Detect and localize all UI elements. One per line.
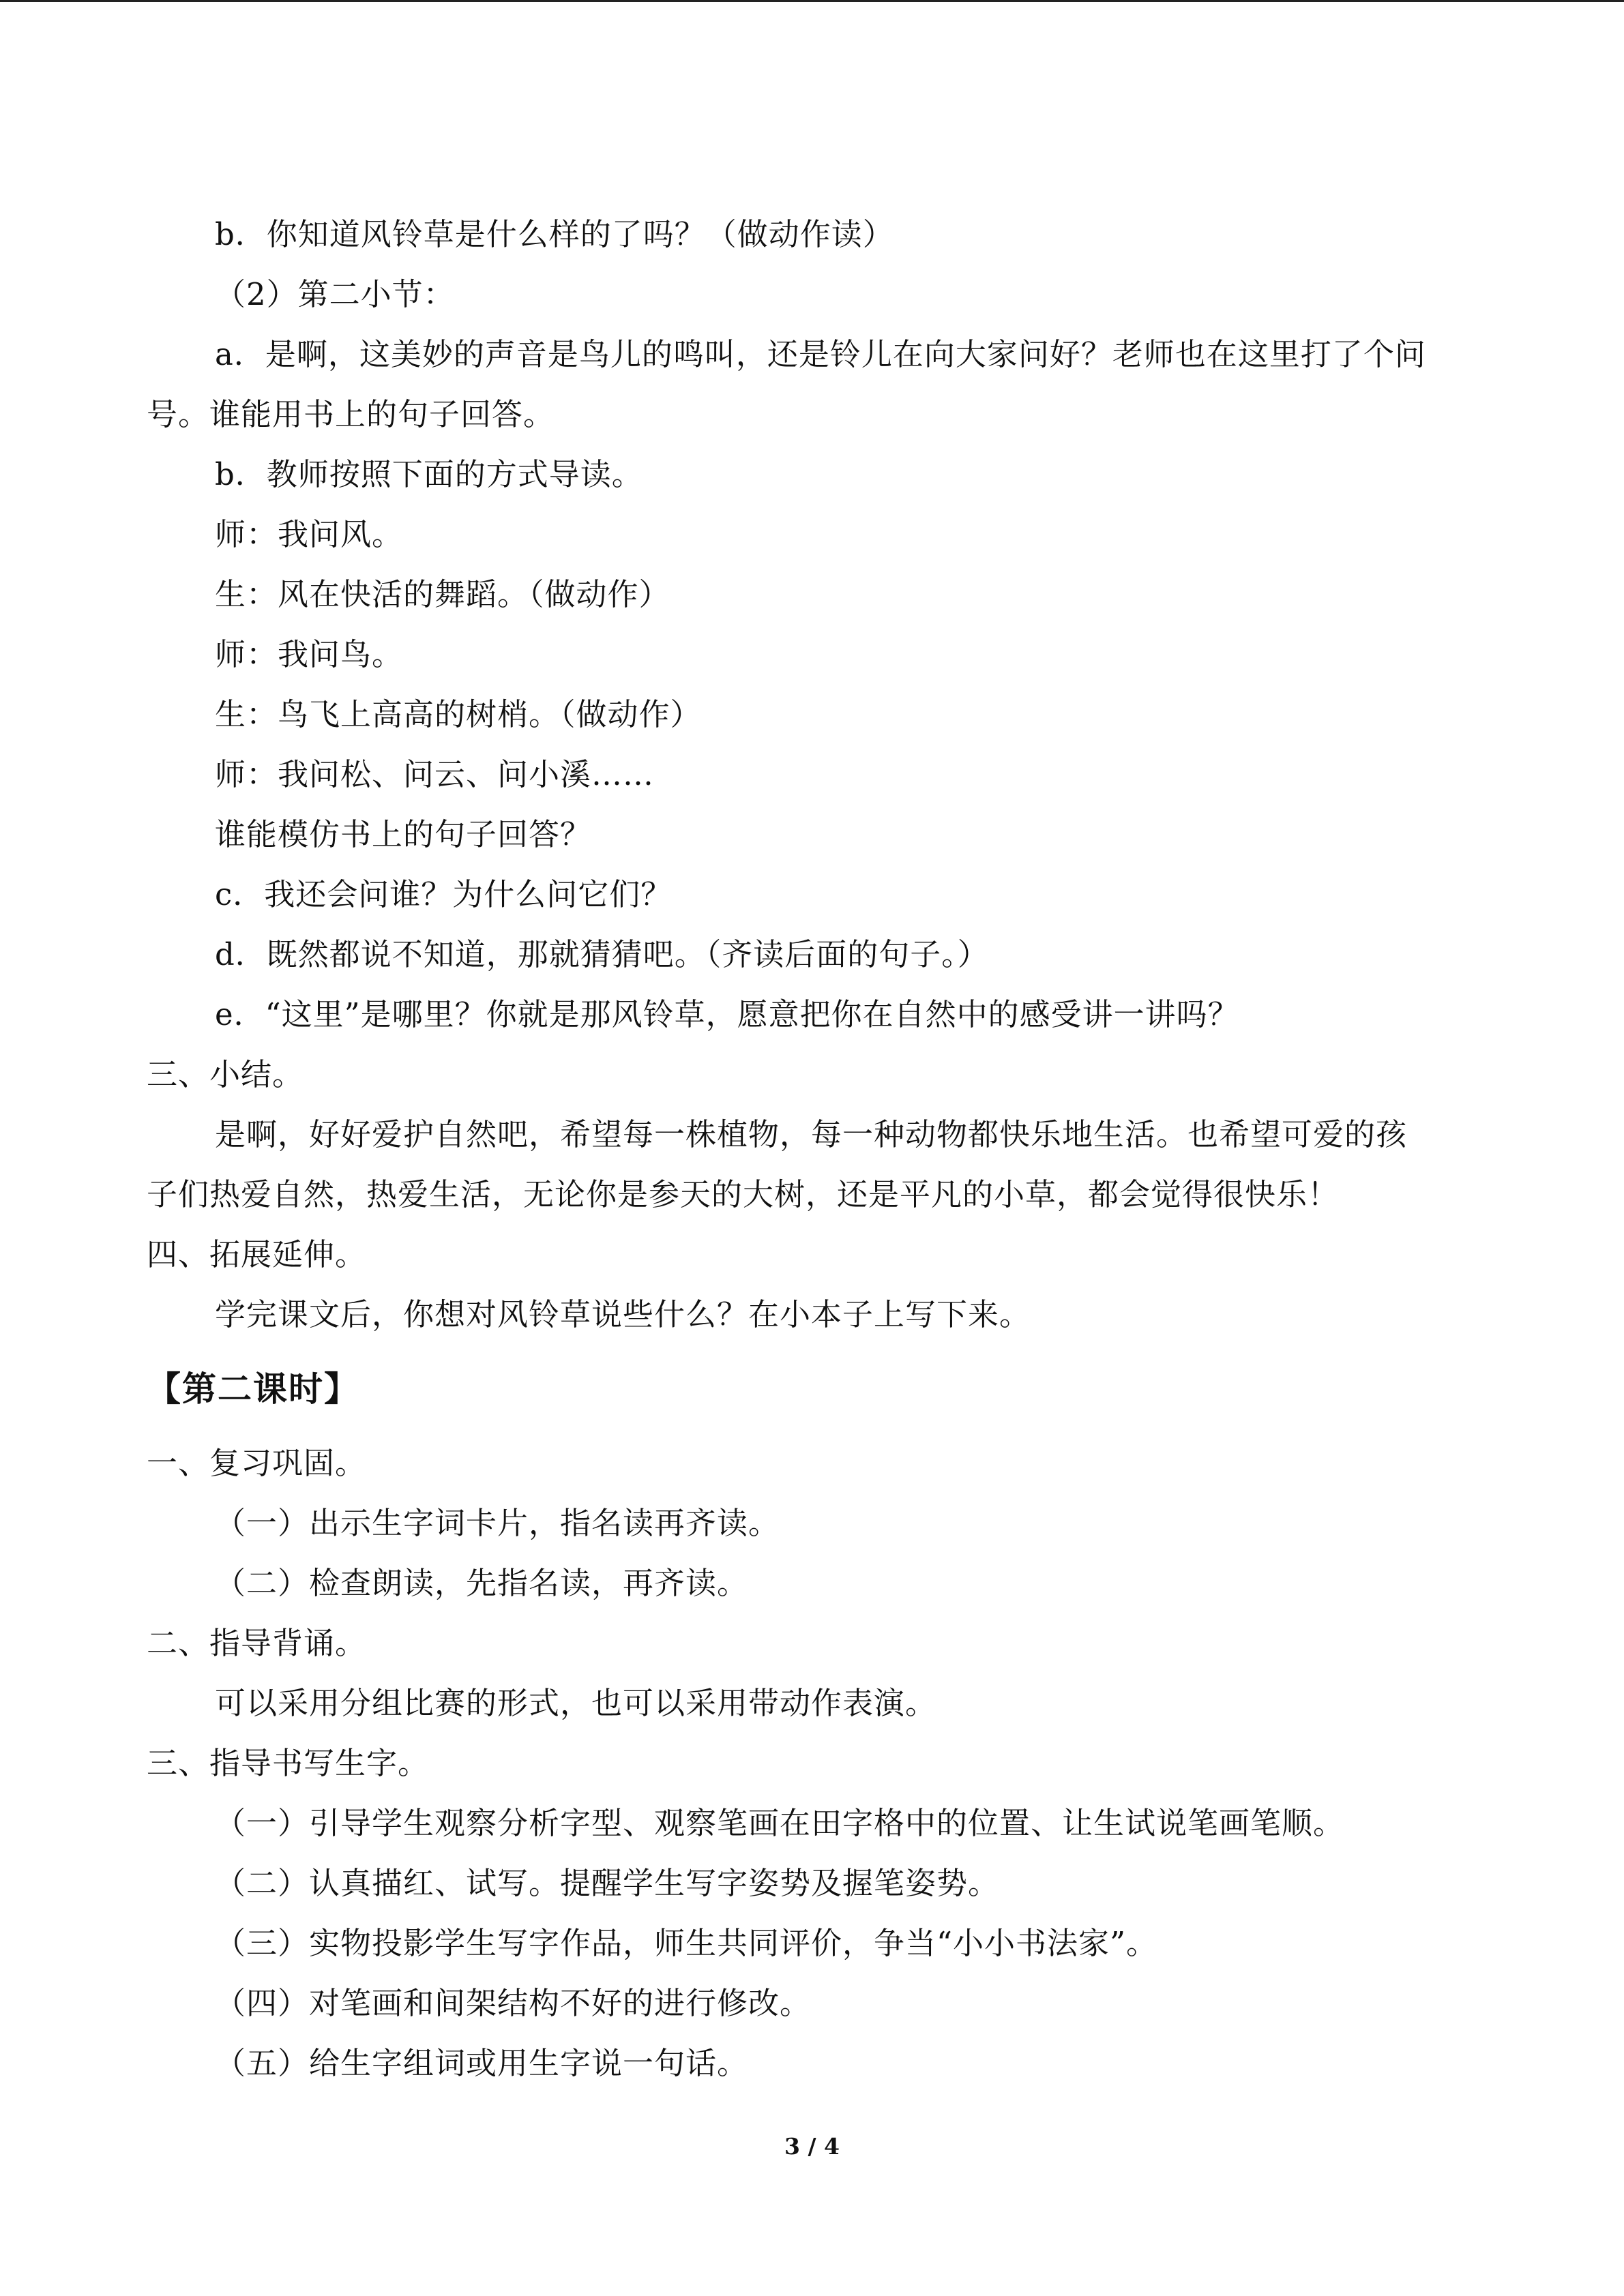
text-line: 是啊，好好爱护自然吧，希望每一株植物，每一种动物都快乐地生活。也希望可爱的孩: [215, 1116, 1408, 1152]
text-line: e．“这里”是哪里？你就是那风铃草，愿意把你在自然中的感受讲一讲吗？: [215, 996, 1239, 1032]
text-line: b．教师按照下面的方式导读。: [215, 456, 643, 492]
text-line: （二）检查朗读，先指名读，再齐读。: [215, 1565, 749, 1601]
section-heading-writing: 三、指导书写生字。: [147, 1745, 430, 1781]
text-line: （二）认真描红、试写。提醒学生写字姿势及握笔姿势。: [215, 1865, 1000, 1901]
lesson-heading-second-period: 【第二课时】: [147, 1369, 359, 1409]
text-line: 生：鸟飞上高高的树梢。（做动作）: [215, 696, 702, 732]
text-line: 生：风在快活的舞蹈。（做动作）: [215, 576, 670, 612]
text-line: a．是啊，这美妙的声音是鸟儿的鸣叫，还是铃儿在向大家问好？老师也在这里打了个问: [215, 336, 1426, 372]
document-page-content: [147, 205, 1483, 2093]
text-line: 师：我问鸟。: [215, 636, 404, 672]
text-line: （一）出示生字词卡片，指名读再齐读。: [215, 1505, 780, 1541]
page-number: 3 / 4: [784, 2133, 840, 2160]
text-line: （一）引导学生观察分析字型、观察笔画在田字格中的位置、让生试说笔画笔顺。: [215, 1805, 1345, 1841]
text-line: 师：我问风。: [215, 516, 404, 552]
text-line: 号。谁能用书上的句子回答。: [147, 396, 555, 432]
top-border-line: [0, 0, 1624, 2]
text-line: 学完课文后，你想对风铃草说些什么？在小本子上写下来。: [215, 1296, 1031, 1332]
text-line: b．你知道风铃草是什么样的了吗？（做动作读）: [215, 216, 894, 252]
text-line: （三）实物投影学生写字作品，师生共同评价，争当“小小书法家”。: [215, 1925, 1158, 1961]
text-line: （2）第二小节：: [215, 276, 455, 312]
text-line: 谁能模仿书上的句子回答？: [215, 816, 592, 852]
text-line: c．我还会问谁？为什么问它们？: [215, 876, 673, 912]
text-line: （五）给生字组词或用生字说一句话。: [215, 2045, 749, 2081]
text-line: d．既然都说不知道，那就猜猜吧。（齐读后面的句子。）: [215, 936, 989, 972]
text-line: 子们热爱自然，热爱生活，无论你是参天的大树，还是平凡的小草，都会觉得很快乐！: [147, 1176, 1340, 1212]
section-heading-recitation: 二、指导背诵。: [147, 1625, 367, 1661]
text-line: 师：我问松、问云、问小溪……: [215, 756, 655, 792]
text-line: 可以采用分组比赛的形式，也可以采用带动作表演。: [215, 1685, 937, 1721]
section-heading-extension: 四、拓展延伸。: [147, 1236, 367, 1272]
text-line: （四）对笔画和间架结构不好的进行修改。: [215, 1985, 812, 2021]
section-heading-review: 一、复习巩固。: [147, 1445, 367, 1481]
section-heading-summary: 三、小结。: [147, 1056, 304, 1092]
